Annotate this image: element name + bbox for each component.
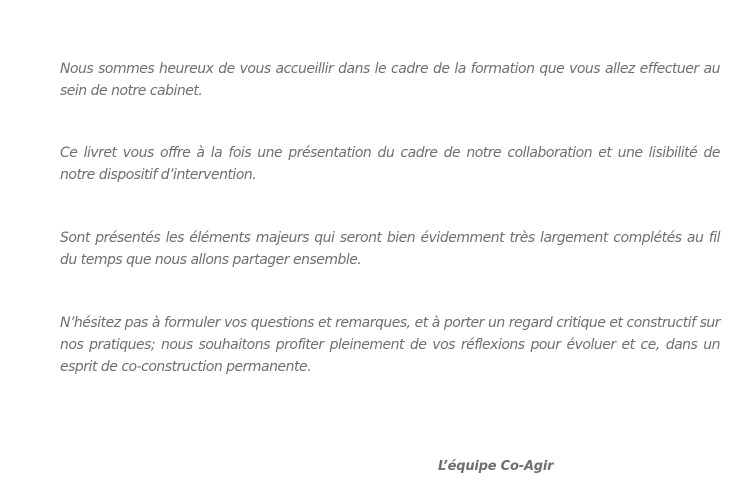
paragraph-key-elements: Sont présentés les éléments majeurs qui seront bien évidemment très largement complétés au fil du temps que nous allons partager ensemble. [60,230,720,268]
signature: L’équipe Co-Agir [438,459,554,474]
paragraph-questions-invitation: N’hésitez pas à formuler vos questions et remarques, et à porter un regard critique et constructif sur nos pratiques; nous souhaitons profiter pleinement de vos réflexions pour évoluer et ce, dans un esprit de co-construction permanente. [60,315,720,375]
paragraph-booklet-overview: Ce livret vous offre à la fois une présentation du cadre de notre collaboration et une lisibilité de notre dispositif d’intervention. [60,145,720,183]
paragraph-welcome: Nous sommes heureux de vous accueillir dans le cadre de la formation que vous allez effectuer au sein de notre cabinet. [60,61,720,99]
